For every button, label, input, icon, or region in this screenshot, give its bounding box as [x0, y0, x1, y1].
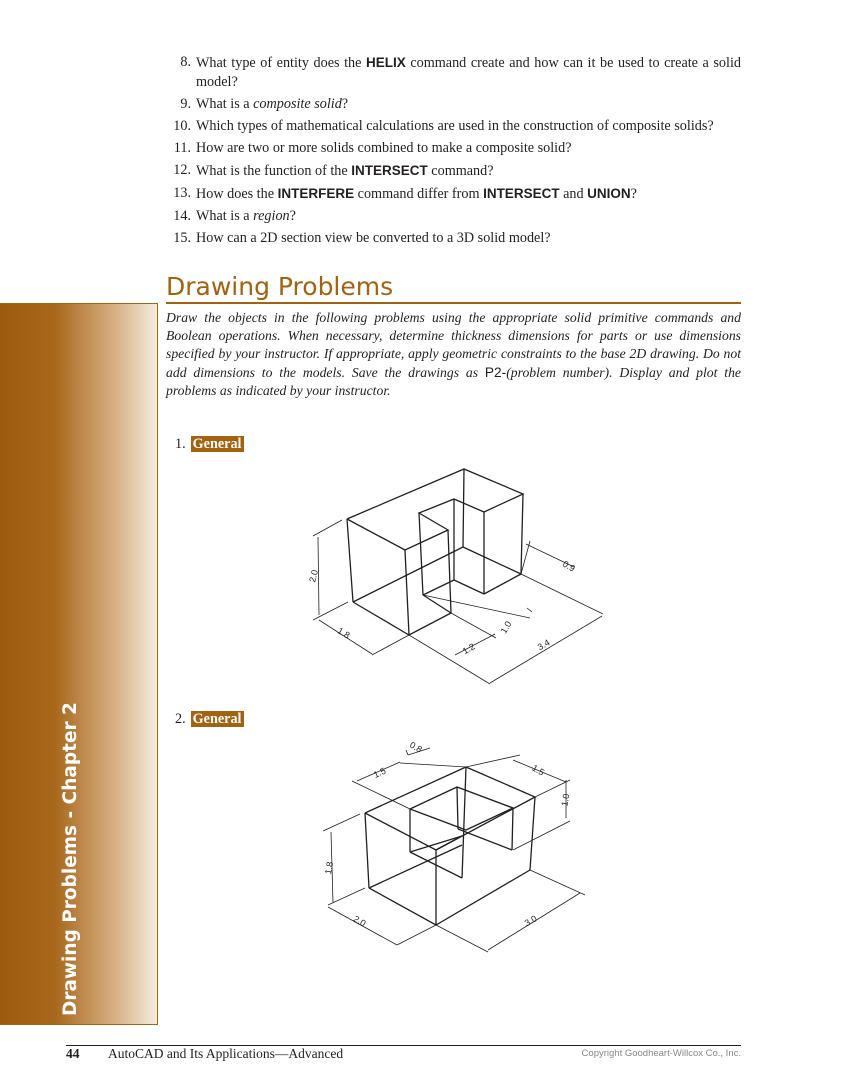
dim-label: 1.0: [559, 792, 572, 807]
question-text-part: ?: [289, 208, 296, 224]
question-number: 9.: [180, 96, 191, 112]
question-number: 14.: [173, 208, 191, 224]
instructions-text: Draw the objects in the following problems using the appropriate solid primitive commands and Boolean operations. When necessary, determine thickness dimensions for parts or use dimensions specified by your instructor. If appropriate, apply geometric constraints to the base 2D drawing. Do not add dimensions to the models. Save the drawings as: [166, 310, 741, 380]
question-text-part: command differ from: [354, 186, 484, 202]
dim-label: 0.8: [408, 739, 424, 755]
problem-2-drawing: [323, 740, 585, 952]
question-text-part: What type of entity does the: [196, 55, 366, 71]
dim-label: 1.2: [460, 641, 477, 657]
question-text-part: command create and how can it be used to create a solid model?: [196, 55, 741, 90]
dim-label: 1.8: [335, 625, 352, 641]
question-text-part: How does the: [196, 186, 278, 202]
dim-label: 3.0: [522, 913, 539, 929]
dim-label: 3.4: [535, 637, 552, 653]
section-title: Drawing Problems: [166, 272, 394, 301]
problem-category-badge: General: [192, 711, 242, 727]
question-text-part: command?: [427, 163, 494, 179]
problem-number: 1.: [175, 436, 186, 452]
question-text-part: What is a: [196, 96, 254, 112]
question-text-part: What is a: [196, 208, 254, 224]
question-number: 12.: [173, 162, 191, 178]
question-text-part: ?: [341, 96, 349, 112]
problem-number: 2.: [175, 711, 186, 727]
question-number: 13.: [173, 185, 191, 201]
question-number: 15.: [173, 230, 191, 246]
book-title: AutoCAD and Its Applications—Advanced: [108, 1046, 344, 1061]
command-name: INTERSECT: [483, 186, 560, 201]
command-name: INTERFERE: [277, 186, 355, 201]
question-text-part: ?: [630, 186, 637, 202]
command-name: INTERSECT: [351, 163, 428, 178]
command-name: HELIX: [366, 55, 406, 70]
copyright: Copyright Goodheart-Willcox Co., Inc.: [581, 1048, 741, 1059]
dim-label: 2.0: [351, 913, 368, 929]
question-number: 11.: [173, 140, 191, 156]
question-text-part: How can a 2D section view be converted to a 3D solid model?: [196, 230, 551, 246]
command-name: UNION: [587, 186, 631, 201]
question-text-part: and: [559, 186, 588, 202]
question-text-part: How are two or more solids combined to make a composite solid?: [196, 140, 572, 156]
dim-label: 1.5: [371, 765, 388, 780]
filename-prefix: P2-: [484, 364, 507, 380]
question-number: 10.: [173, 118, 191, 134]
question-text-part: region: [253, 208, 290, 224]
page-number: 44: [66, 1046, 80, 1061]
question-text-part: Which types of mathematical calculations are used in the construction of composite solids?: [196, 118, 714, 134]
problem-category-badge: General: [192, 436, 242, 452]
dim-label: 0.9: [561, 558, 577, 574]
dim-label: 1.8: [323, 860, 336, 875]
side-tab-label: Drawing Problems - Chapter 2: [60, 702, 81, 1016]
dim-label: 2.0: [307, 568, 320, 584]
question-text-part: composite solid: [253, 96, 342, 112]
instructions-text-end: (problem number). Display and plot the problems as indicated by your instructor.: [166, 364, 741, 398]
question-number: 8.: [180, 54, 191, 70]
problem-1-drawing: [307, 469, 603, 684]
question-text-part: What is the function of the: [196, 163, 352, 179]
dim-label: 1.0: [498, 619, 514, 636]
dim-label: 1.5: [530, 762, 547, 778]
